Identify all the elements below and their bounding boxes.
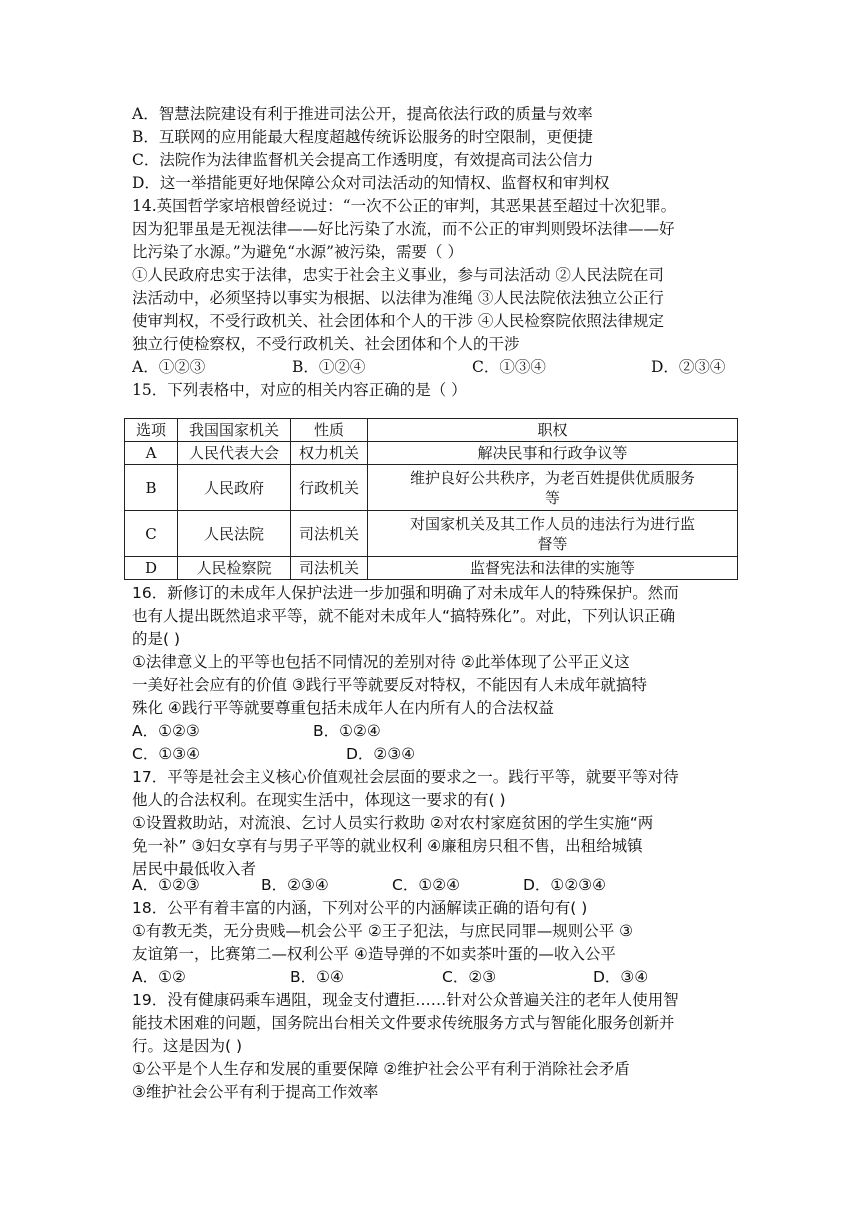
q16-stem-line: 16．新修订的未成年人保护法进一步加强和明确了对未成年人的特殊保护。然而 (132, 584, 679, 602)
cell-nature: 权力机关 (291, 442, 368, 465)
q13-option-d: D．这一举措能更好地保障公众对司法活动的知情权、监督权和审判权 (132, 174, 610, 192)
table-row (125, 557, 738, 580)
cell-organ: 人民政府 (178, 465, 291, 511)
table-header-row (125, 419, 738, 442)
duty-line: 解决民事和行政争议等 (477, 444, 628, 462)
q14-option-a: A．①②③ (132, 358, 206, 376)
cell-nature: 司法机关 (291, 511, 368, 557)
q14-option-d: D．②③④ (651, 358, 726, 376)
q18-option-b: B．①④ (290, 968, 344, 986)
q19-stem-line: 行。这是因为( ) (132, 1037, 243, 1055)
q18-statement-line: 友谊第一，比赛第二—权利公平 ④造导弹的不如卖茶叶蛋的—收入公平 (132, 945, 616, 963)
q14-stem-line: 因为犯罪虽是无视法律——好比污染了水流，而不公正的审判则毁坏法律——好 (132, 220, 675, 238)
q16-stem-line: 的是( ) (132, 630, 181, 648)
duty-line: 督等 (537, 534, 568, 553)
q17-statement-line: 免一补” ③妇女享有与男子平等的就业权利 ④廉租房只租不售，出租给城镇 (132, 837, 643, 855)
q19-stem-line: 19．没有健康码乘车遇阻，现金支付遭拒……针对公众普遍关注的老年人使用智 (132, 991, 679, 1009)
q14-statement-line: 独立行使检察权，不受行政机关、社会团体和个人的干涉 (132, 335, 520, 353)
cell-duty (368, 511, 738, 557)
table-row (125, 442, 738, 465)
header-duty: 职权 (368, 419, 738, 442)
q17-option-a: A．①②③ (132, 876, 200, 894)
q16-statement-line: 殊化 ④践行平等就要尊重包括未成年人在内所有人的合法权益 (132, 699, 554, 717)
q16-statement-line: 一美好社会应有的价值 ③践行平等就要反对特权，不能因有人未成年就搞特 (132, 676, 647, 694)
q16-statement-line: ①法律意义上的平等也包括不同情况的差别对待 ②此举体现了公平正义这 (132, 653, 630, 671)
cell-nature: 司法机关 (291, 557, 368, 580)
q17-option-d: D．①②③④ (523, 876, 607, 894)
cell-option: A (125, 442, 178, 465)
q19-statement-line: ①公平是个人生存和发展的重要保障 ②维护社会公平有利于消除社会矛盾 (132, 1060, 630, 1078)
cell-nature: 行政机关 (291, 465, 368, 511)
q14-stem-line: 14.英国哲学家培根曾经说过：“一次不公正的审判，其恶果甚至超过十次犯罪。 (132, 197, 677, 215)
q14-option-b: B．①②④ (292, 358, 366, 376)
q16-stem-line: 也有人提出既然追求平等，就不能对未成年人“搞特殊化”。对此，下列认识正确 (132, 607, 676, 625)
cell-duty (368, 557, 738, 580)
q14-statement-line: 法活动中，必须坚持以事实为根据、以法律为准绳 ③人民法院依法独立公正行 (132, 289, 664, 307)
q17-option-b: B．②③④ (261, 876, 329, 894)
q18-statement-line: ①有教无类，无分贵贱—机会公平 ②王子犯法，与庶民同罪—规则公平 ③ (132, 922, 634, 940)
cell-organ: 人民法院 (178, 511, 291, 557)
table-row (125, 465, 738, 511)
q14-statement-line: 使审判权，不受行政机关、社会团体和个人的干涉 ④人民检察院依照法律规定 (132, 312, 664, 330)
q14-option-c: C．①③④ (472, 358, 546, 376)
q17-option-c: C．①②④ (392, 876, 461, 894)
cell-organ: 人民检察院 (178, 557, 291, 580)
duty-line: 等 (544, 488, 560, 507)
q18-option-a: A．①② (132, 968, 186, 986)
q14-statement-line: ①人民政府忠实于法律，忠实于社会主义事业，参与司法活动 ②人民法院在司 (132, 266, 664, 284)
duty-line: 维护良好公共秩序，为老百姓提供优质服务 (409, 468, 695, 487)
q16-option-a: A．①②③ (132, 722, 200, 740)
table-row (125, 511, 738, 557)
q16-option-d: D．②③④ (346, 745, 416, 763)
q18-option-c: C．②③ (442, 968, 497, 986)
q13-option-c: C．法院作为法律监督机关会提高工作透明度，有效提高司法公信力 (132, 151, 594, 169)
cell-option: B (125, 465, 178, 511)
q13-option-b: B．互联网的应用能最大程度超越传统诉讼服务的时空限制，更便捷 (132, 128, 593, 146)
cell-organ: 人民代表大会 (178, 442, 291, 465)
q16-option-b: B．①②④ (313, 722, 381, 740)
cell-duty (368, 442, 738, 465)
q14-stem-line: 比污染了水源。”为避免“水源”被污染，需要（ ） (132, 243, 463, 261)
q17-statement-line: 居民中最低收入者 (132, 860, 257, 878)
q18-option-d: D．③④ (593, 968, 649, 986)
q18-stem-line: 18．公平有着丰富的内涵，下列对公平的内涵解读正确的语句有( ) (132, 899, 588, 917)
q15-stem: 15．下列表格中，对应的相关内容正确的是（ ） (132, 381, 467, 399)
q19-statement-line: ③维护社会公平有利于提高工作效率 (132, 1083, 379, 1101)
header-option: 选项 (125, 419, 178, 442)
q17-statement-line: ①设置救助站，对流浪、乞讨人员实行救助 ②对农村家庭贫困的学生实施“两 (132, 814, 654, 832)
q17-stem-line: 17．平等是社会主义核心价值观社会层面的要求之一。践行平等，就要平等对待 (132, 768, 679, 786)
duty-line: 对国家机关及其工作人员的违法行为进行监 (409, 514, 695, 533)
q17-stem-line: 他人的合法权利。在现实生活中，体现这一要求的有( ) (132, 791, 506, 809)
duty-line: 监督宪法和法律的实施等 (469, 559, 635, 577)
cell-option: D (125, 557, 178, 580)
cell-option: C (125, 511, 178, 557)
q13-option-a: A．智慧法院建设有利于推进司法公开，提高依法行政的质量与效率 (132, 105, 593, 123)
cell-duty (368, 465, 738, 511)
q19-stem-line: 能技术困难的问题，国务院出台相关文件要求传统服务方式与智能化服务创新并 (132, 1014, 675, 1032)
q16-option-c: C．①③④ (132, 745, 201, 763)
header-organ: 我国国家机关 (178, 419, 291, 442)
header-nature: 性质 (291, 419, 368, 442)
q15-table (124, 418, 738, 580)
